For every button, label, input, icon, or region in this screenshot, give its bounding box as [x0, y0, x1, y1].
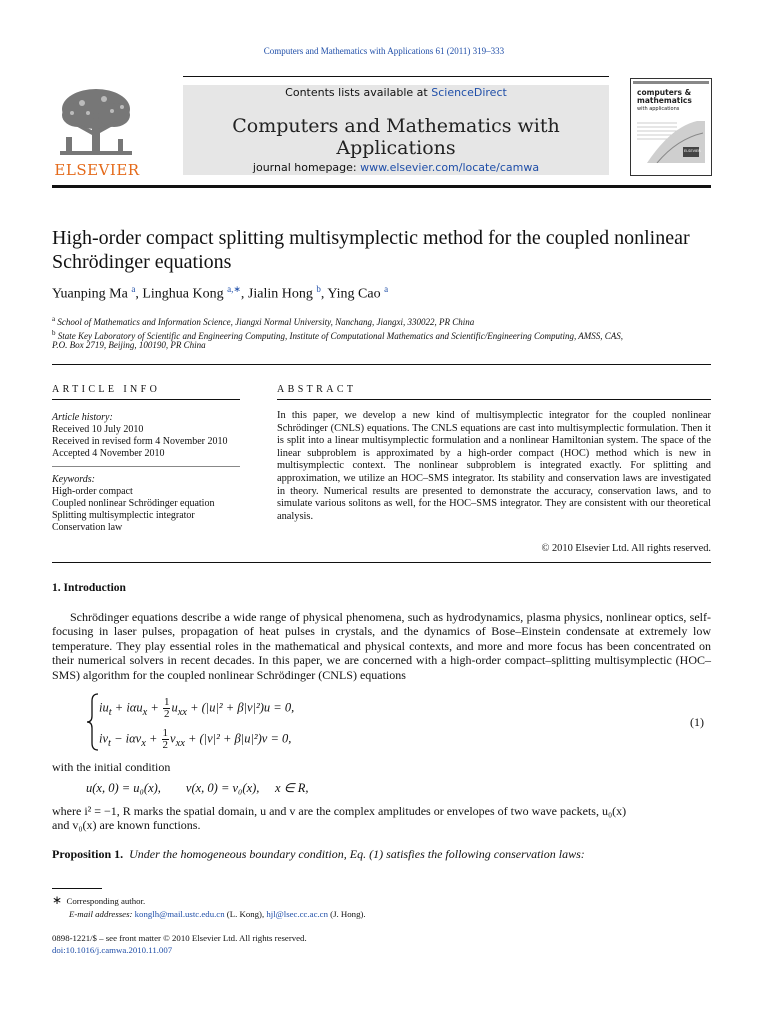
- eq-term: iu: [99, 700, 109, 715]
- abstract-heading: ABSTRACT: [277, 384, 357, 395]
- eq-subscript: xx: [177, 706, 187, 718]
- affiliation-text: P.O. Box 2719, Beijing, 100190, PR China: [52, 340, 206, 350]
- eq-term: + iαu: [111, 700, 143, 715]
- affiliation-text: School of Mathematics and Information Science, Jiangxi Normal University, Nanchang, Jiangxi, 330022, PR China: [57, 317, 475, 327]
- where-text-line-2: and v₀(x) are known functions.: [52, 818, 201, 832]
- keyword-item: Conservation law: [52, 522, 123, 533]
- email-owner: (J. Hong).: [327, 909, 366, 919]
- elsevier-tree-logo: [52, 85, 140, 163]
- homepage-line: [183, 161, 609, 174]
- initial-condition-text: with the initial condition: [52, 760, 171, 774]
- cover-title: [637, 89, 692, 113]
- elsevier-wordmark: ELSEVIER: [54, 161, 140, 179]
- introduction-paragraph: Schrödinger equations describe a wide range of physical phenomena, such as hydrodynamics, plasma physics, nonlinear optics, self-focusing in laser pulses, propagation of heat pulses in crystals, and the dynamics of Bose–Einstein condensate at extremely low temperature. They play essential roles in the mathematical and physical contexts, and more and more focus has been concentrated on their numerical solvers in recent decades. In this paper, we are concerned with a high-order compact–splitting multisymplectic (HOC–SMS) algorithm for the coupled nonlinear Schrödinger (CNLS) equations: [52, 610, 711, 682]
- cover-title-line: mathematics: [637, 96, 692, 105]
- journal-homepage-link[interactable]: www.elsevier.com/locate/camwa: [360, 161, 540, 174]
- contents-line: [183, 86, 609, 99]
- author-affiliation-mark[interactable]: b: [316, 284, 321, 294]
- eq-term: + (|u|² + β|v|²)u = 0,: [186, 700, 295, 715]
- paper-title: High-order compact splitting multisymplectic method for the coupled nonlinear Schrödinger equations: [52, 227, 690, 273]
- article-info-rule: [52, 399, 240, 400]
- footnotes: [52, 894, 366, 921]
- history-item: Received 10 July 2010: [52, 424, 144, 435]
- contents-prefix: Contents lists available at: [285, 86, 432, 99]
- email-label: E-mail addresses:: [69, 909, 133, 919]
- eq-term: u: [171, 700, 178, 715]
- header-top-rule: [183, 76, 609, 77]
- journal-title: Computers and Mathematics with Applications: [232, 115, 560, 159]
- author-affiliation-mark[interactable]: a: [384, 284, 389, 294]
- author-list: Yuanping Ma $^a$, Linghua Kong $^{a,∗}$, Jialin Hong $^b$, Ying Cao $^a$: [52, 284, 389, 302]
- equation-brace: [86, 693, 100, 751]
- eq-subscript: xx: [175, 737, 185, 749]
- corresponding-author-note: [52, 894, 366, 908]
- proposition-text: Under the homogeneous boundary condition, Eq. (1) satisfies the following conservation laws:: [129, 847, 585, 861]
- email-link-kong[interactable]: konglh@mail.ustc.edu.cn: [134, 909, 225, 919]
- cover-graphic: [637, 119, 705, 163]
- initial-condition-equation: u(x, 0) = u₀(x), v(x, 0) = v₀(x), x ∈ R,: [86, 781, 309, 795]
- email-owner: (L. Kong),: [224, 909, 267, 919]
- affiliation-b-continued: [52, 339, 712, 351]
- author-name: Linghua Kong: [142, 286, 224, 302]
- cover-badge: ELSEVIER: [684, 149, 701, 153]
- copyright-notice: © 2010 Elsevier Ltd. All rights reserved.: [541, 543, 711, 554]
- footnote-rule: [52, 888, 102, 889]
- abstract-text: In this paper, we develop a new kind of multisymplectic integrator for the coupled nonlinear Schrödinger (CNLS) equations. The CNLS equations are cast into multisymplectic formulation. Then it is split into a linear multisymplectic formulation and a nonlinear Hamiltonian system. The space of the linear subproblem is approximated by a high-order compact (HOC) method which is new in multisymplectic context. The nonlinear subproblem is integrated exactly. For splitting and approximation, we utilize an HOC–SMS integrator. Its stability and conservation laws are investigated in theory. Numerical results are presented to demonstrate the accuracy, conservation laws, and to simulate various solitons as well, for the HOC–SMS integrator. They are consistent with our theoretical analysis.: [277, 410, 711, 522]
- keywords: [52, 474, 214, 534]
- proposition-1: [52, 847, 585, 862]
- eq-subscript: x: [141, 737, 146, 749]
- author-affiliation-mark[interactable]: a,∗: [227, 284, 241, 294]
- affiliation-text: State Key Laboratory of Scientific and Engineering Computing, Institute of Computational Mathematics and Scientific/Engineering Computing, AMSS, CAS,: [57, 331, 624, 341]
- header-bottom-rule: [52, 185, 711, 188]
- fraction-numerator: 1: [162, 727, 169, 739]
- equation-1-line-1: [99, 697, 294, 720]
- eq-subscript: x: [142, 706, 148, 718]
- history-item: Received in revised form 4 November 2010: [52, 436, 228, 447]
- publication-footer: [52, 932, 307, 956]
- abstract-rule: [277, 399, 711, 400]
- equation-number: (1): [690, 715, 704, 729]
- where-text-line-1: where i² = −1, R marks the spatial domain, u and v are the complex amplitudes or envelopes of two wave packets, u₀(x): [52, 804, 627, 818]
- front-matter-line: 0898-1221/$ – see front matter © 2010 Elsevier Ltd. All rights reserved.: [52, 933, 307, 943]
- equation-1-line-2: [99, 728, 291, 751]
- article-info-divider: [52, 466, 240, 467]
- keyword-item: Splitting multisymplectic integrator: [52, 510, 195, 521]
- eq-term: +: [147, 700, 162, 715]
- eq-term: +: [145, 731, 161, 746]
- eq-fraction: [162, 728, 170, 751]
- section-rule: [52, 364, 711, 365]
- eq-term: − iαv: [110, 731, 142, 746]
- section-heading-introduction: 1. Introduction: [52, 582, 126, 594]
- affiliation-a: [52, 313, 712, 328]
- history-label: Article history:: [52, 412, 113, 423]
- section-rule: [52, 562, 711, 563]
- eq-term: iv: [99, 731, 109, 746]
- cover-title-line: with applications: [637, 106, 680, 112]
- corresponding-author-text: Corresponding author.: [66, 896, 146, 906]
- asterisk-icon: ∗: [52, 893, 63, 907]
- journal-reference[interactable]: Computers and Mathematics with Applications 61 (2011) 319–333: [263, 46, 505, 56]
- fraction-numerator: 1: [163, 696, 170, 708]
- keyword-item: High-order compact: [52, 486, 133, 497]
- eq-subscript: t: [108, 706, 112, 718]
- author-name: Jialin Hong: [247, 286, 313, 302]
- keywords-label: Keywords:: [52, 474, 95, 485]
- eq-subscript: t: [108, 737, 111, 749]
- proposition-label: Proposition 1.: [52, 847, 124, 861]
- email-addresses: [52, 908, 366, 921]
- cover-topbar: [633, 81, 709, 84]
- eq-term: v: [170, 731, 176, 746]
- homepage-prefix: journal homepage:: [252, 161, 361, 174]
- fraction-denominator: 2: [163, 708, 170, 720]
- author-affiliation-mark[interactable]: a: [131, 284, 136, 294]
- author-name: Yuanping Ma: [52, 286, 128, 302]
- article-info-heading: ARTICLE INFO: [52, 384, 161, 395]
- affiliation-mark: b: [52, 329, 56, 337]
- eq-fraction: [163, 697, 171, 720]
- keyword-item: Coupled nonlinear Schrödinger equation: [52, 498, 215, 509]
- affiliation-mark: a: [52, 315, 56, 323]
- doi-link[interactable]: doi:10.1016/j.camwa.2010.11.007: [52, 945, 173, 955]
- article-history: [52, 412, 228, 460]
- cover-title-line: computers &: [637, 88, 692, 97]
- email-link-hong[interactable]: hjl@lsec.cc.ac.cn: [266, 909, 328, 919]
- history-item: Accepted 4 November 2010: [52, 448, 165, 459]
- journal-cover-image: [630, 78, 712, 176]
- sciencedirect-link[interactable]: ScienceDirect: [431, 86, 507, 99]
- eq-term: + (|v|² + β|u|²)v = 0,: [184, 731, 292, 746]
- author-name: Ying Cao: [327, 286, 381, 302]
- fraction-denominator: 2: [162, 739, 169, 751]
